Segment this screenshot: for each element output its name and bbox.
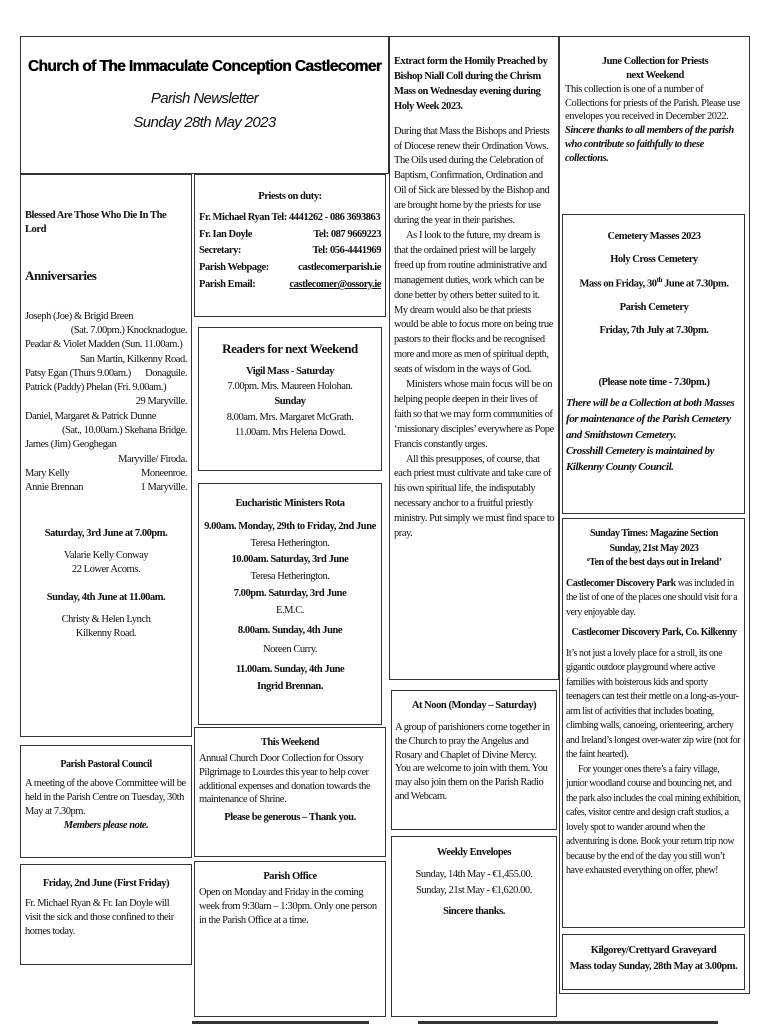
newsletter-title: Parish Newsletter — [150, 90, 259, 108]
parish-office-box — [194, 861, 386, 1017]
list-item: James (Jim) Geoghegan Maryville/ Firoda. — [25, 439, 187, 465]
sunday-times-article: ‘Ten of the best days out in Ireland’ — [586, 557, 722, 568]
sunday-address: Kilkenny Road. — [75, 627, 137, 639]
june-collection-heading: June Collection for Priests — [601, 56, 709, 67]
this-weekend-heading: This Weekend — [260, 737, 320, 748]
discovery-park-text-2: For younger ones there’s a fairy village, junior woodland course and bouncing net, and the park also includes the coal mining exhibition, cafes, visitor centre and design craft studios, a lovely spot to wander around when the adventuring is done. Book your return trip now because by the end of the day you still won’t have exhausted everything on offer, phew! — [566, 763, 741, 876]
envelopes-thanks: Sincere thanks. — [443, 906, 505, 918]
homily-paragraph: As I look to the future, my dream is that the ordained priest will be largely freed up from routine administrative and management duties, work which can be done better by others better suited to it. My dream would also be that priests would be able to focus more on being true pastors to their flocks and be recognised more and more as men of spiritual depth, seats of wisdom in the ways of God. — [394, 229, 553, 376]
rota-line: 8.00am. Sunday, 4th June — [237, 624, 343, 636]
kilgorey-heading: Kilgorey/Crettyard Graveyard — [590, 945, 717, 956]
secretary-label: Secretary: — [199, 245, 241, 257]
rota-line: 11.00am. Sunday, 4th June — [235, 664, 345, 676]
parish-cemetery-heading: Parish Cemetery — [619, 302, 689, 314]
webpage-label: Parish Webpage: — [199, 262, 269, 274]
holy-cross-mass: Mass on Friday, 30th June at 7.30pm. — [579, 276, 729, 290]
email-label: Parish Email: — [199, 278, 256, 290]
kilgorey-box — [562, 934, 745, 990]
this-weekend-box — [194, 727, 386, 857]
homily-paragraph: All this presupposes, of course, that each priest must cultivate and take care of his own spiritual life, the indisputably necessary anchor to a fruitful priestly ministry. Put simply we must find space to pray. — [394, 453, 555, 540]
june-collection-subheading: next Weekend — [626, 69, 684, 81]
pastoral-text: A meeting of the above Committee will be held in the Parish Centre on Tuesday, 30th May at 7.30pm. — [25, 778, 186, 817]
list-item: Peadar & Violet Madden (Sun. 11.00am.) San Martin, Kilkenny Road. — [25, 339, 187, 365]
parish-office-heading: Parish Office — [263, 871, 317, 882]
rota-line: 7.00pm. Saturday, 3rd June — [233, 587, 347, 599]
cemetery-time-note: (Please note time - 7.30pm.) — [598, 376, 710, 388]
sunday-times-box — [562, 518, 745, 928]
june-collection-text: This collection is one of a number of Collections for priests of the Parish. Please use envelopes you received in December 2022. Sincere thanks to all members of the parish who contribute so faithfully to these collections. — [565, 83, 741, 165]
rota-line: Teresa Hetherington. — [250, 571, 330, 583]
first-friday-heading: Friday, 2nd June (First Friday) — [42, 878, 170, 889]
homily-heading: Extract form the Homily Preached by Bishop Niall Coll during the Chrism Mass on Wednesday evening during Holy Week 2023. — [394, 56, 548, 112]
cemetery-collection: There will be a Collection at both Masses for maintenance of the Parish Cemetery and Smithstown Cemetery. — [566, 396, 735, 441]
this-weekend-text: Annual Church Door Collection for Ossory Pilgrimage to Lourdes this year to help cover additional expenses and donation towards the maintenance of Shrine. — [199, 752, 371, 806]
readers-box — [198, 327, 382, 471]
homily-paragraph: Ministers whose main focus will be on helping people deepen in their lives of faith so that we may form communities of ‘missionary disciples’ everywhere as Pope Francis constantly urges. — [394, 379, 554, 450]
at-noon-heading: At Noon (Monday – Saturday) — [411, 700, 537, 711]
anniversaries-box — [20, 174, 192, 737]
at-noon-text: A group of parishioners come together in the Church to pray the Angelus and Rosary and Chaplet of Divine Mercy. You are welcome to join with them. You may also join them on the Parish Radio and Webcam. — [395, 721, 550, 803]
envelopes-heading: Weekly Envelopes — [436, 847, 512, 858]
vigil-reader: 7.00pm. Mrs. Maureen Holohan. — [227, 381, 353, 393]
eucharistic-box — [198, 483, 382, 725]
holy-cross-heading: Holy Cross Cemetery — [610, 254, 698, 266]
priest-ryan: Fr. Michael Ryan Tel: 4441262 - 086 3693863 — [199, 211, 381, 223]
secretary-tel: Tel: 056-4441969 — [312, 245, 381, 257]
at-noon-box — [391, 690, 557, 830]
sunday-times-heading: Sunday Times: Magazine Section — [589, 528, 719, 539]
list-item: Annie Brennan 1 Maryville. — [25, 482, 187, 494]
priest-doyle-tel: Tel: 087 9669223 — [313, 228, 381, 240]
blessed-heading: Blessed Are Those Who Die In The Lord — [25, 210, 167, 235]
discovery-park-text: It’s not just a lovely place for a stroll, its one gigantic outdoor playground where active families with boisterous kids and sporty teenagers can test their mettle on a long-as-your-arm list of activities that includes boating, climbing walls, canoeing, orienteering, archery and Ireland’s longest over-water zip wire (not for the faint hearted). — [566, 647, 741, 760]
eucharistic-heading: Eucharistic Ministers Rota — [235, 498, 345, 509]
sunday-heading: Sunday, 4th June at 11.00am. — [46, 591, 166, 603]
saturday-address: 22 Lower Acorns. — [71, 564, 141, 576]
sunday-times-intro: Castlecomer Discovery Park was included in the list of one of the places one should visit for a very enjoyable day. — [566, 577, 738, 618]
newsletter-date: Sunday 28th May 2023 — [133, 113, 276, 131]
rota-line: Teresa Hetherington. — [250, 537, 330, 549]
envelope-line: Sunday, 14th May - €1,455.00. — [415, 868, 533, 880]
readers-heading: Readers for next Weekend — [222, 341, 358, 356]
rota-line: Ingrid Brennan. — [257, 680, 323, 692]
list-item: Daniel, Margaret & Patrick Dunne (Sat., 10.00am.) Skehana Bridge. — [25, 410, 187, 436]
rota-line: 9.00am. Monday, 29th to Friday, 2nd June — [204, 520, 376, 532]
list-item: Patrick (Paddy) Phelan (Fri. 9.00am.) 29 Maryville. — [25, 382, 187, 408]
envelope-line: Sunday, 21st May - €1,620.00. — [416, 884, 532, 896]
sunday-reader-2: 11.00am. Mrs Helena Dowd. — [234, 426, 346, 438]
crosshill-note: Crosshill Cemetery is maintained by Kilkenny County Council. — [566, 444, 715, 473]
anniversaries-heading: Anniversaries — [25, 267, 97, 283]
anniversary-list — [25, 310, 187, 495]
envelopes-box — [391, 836, 557, 1017]
parish-cemetery-mass: Friday, 7th July at 7.30pm. — [599, 325, 709, 337]
saturday-heading: Saturday, 3rd June at 7.00pm. — [44, 528, 168, 540]
kilgorey-mass: Mass today Sunday, 28th May at 3.00pm. — [569, 960, 738, 972]
pastoral-note: Members please note. — [63, 819, 149, 831]
priests-heading: Priests on duty: — [258, 191, 322, 202]
homily-box — [389, 36, 559, 680]
parish-office-text: Open on Monday and Friday in the coming week from 9:30am – 1:30pm. Only one person in the Parish Office at a time. — [199, 886, 377, 926]
list-item: Joseph (Joe) & Brigid Breen (Sat. 7.00pm.) Knocknadogue. — [25, 310, 187, 337]
this-weekend-thanks: Please be generous – Thank you. — [224, 812, 356, 824]
church-name: Church of The Immaculate Conception Castlecomer — [27, 58, 382, 75]
list-item: Patsy Egan (Thurs 9.00am.) Donaguile. — [25, 367, 187, 379]
masthead-box — [20, 36, 389, 174]
saturday-names: Valarie Kelly Conway — [63, 550, 149, 562]
rota-line: 10.00am. Saturday, 3rd June — [231, 554, 349, 566]
first-friday-box — [20, 864, 192, 965]
priests-box — [194, 174, 386, 317]
sunday-readers-heading: Sunday — [274, 396, 306, 408]
priest-doyle: Fr. Ian Doyle — [199, 228, 252, 240]
pastoral-council-box — [20, 745, 192, 858]
rota-line: E.M.C. — [276, 604, 304, 616]
discovery-park-heading: Castlecomer Discovery Park, Co. Kilkenny — [571, 627, 737, 638]
sunday-times-date: Sunday, 21st May 2023 — [609, 542, 699, 554]
first-friday-text: Fr. Michael Ryan & Fr. Ian Doyle will visit the sick and those confined to their homes today. — [25, 897, 174, 937]
list-item: Mary Kelly Moneenroe. — [25, 467, 187, 479]
vigil-heading: Vigil Mass - Saturday — [246, 365, 334, 377]
pastoral-heading: Parish Pastoral Council — [60, 759, 152, 770]
rota-line: Noreen Curry. — [262, 644, 318, 656]
webpage-link[interactable]: castlecomerparish.ie — [298, 262, 381, 274]
cemetery-box — [562, 214, 745, 514]
sunday-reader-1: 8.00am. Mrs. Margaret McGrath. — [226, 411, 354, 423]
sunday-names: Christy & Helen Lynch — [61, 613, 151, 625]
homily-paragraph: During that Mass the Bishops and Priests of Diocese renew their Ordination Vows. The Oils used during the Celebration of Baptism, Confirmation, Ordination and Oil of Sick are blessed by the Bishop and are brought home by the priests for use during the year in their parishes. — [394, 125, 550, 227]
email-link[interactable]: castlecomer@ossory.ie — [289, 278, 381, 290]
cemetery-heading: Cemetery Masses 2023 — [607, 231, 701, 242]
